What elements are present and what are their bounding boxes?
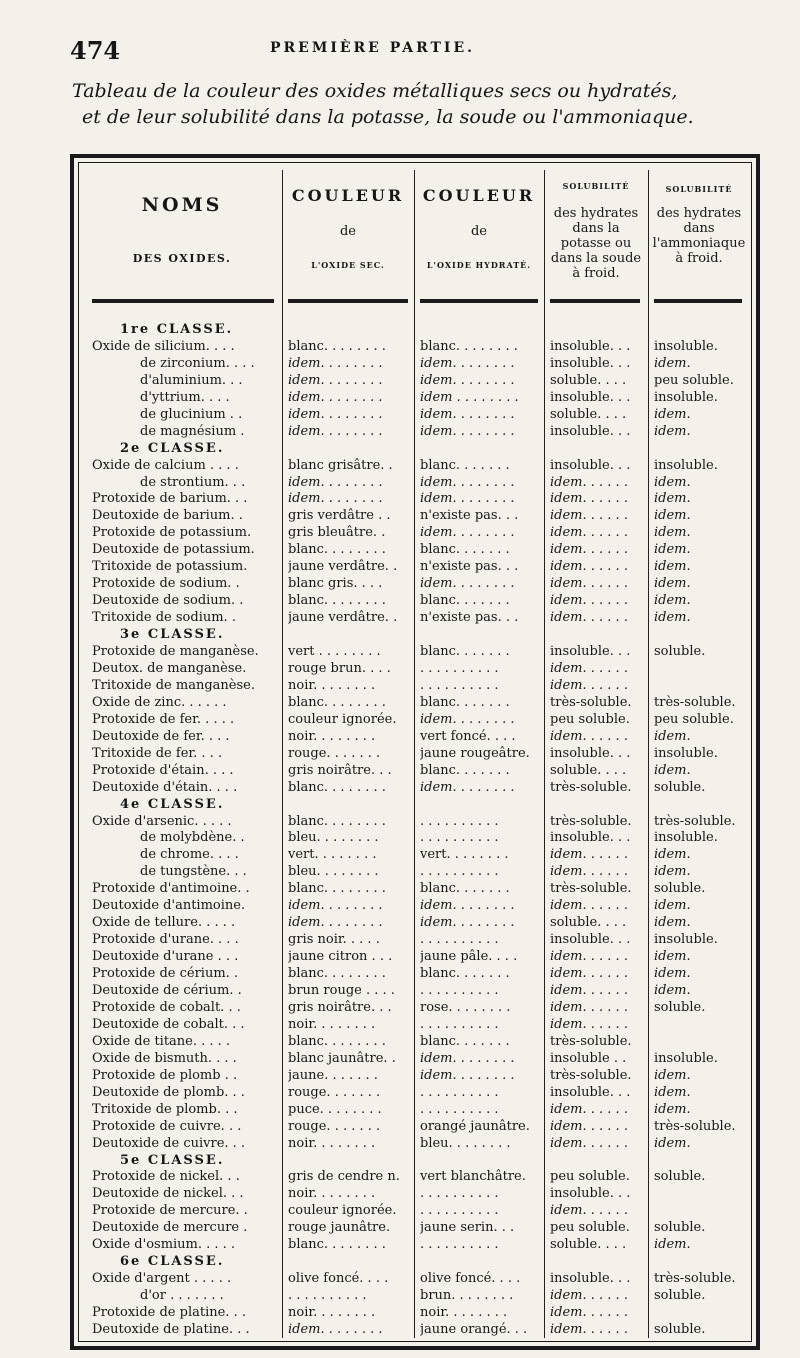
oxide-name: Protoxide de fer. . . . . [92,712,235,727]
oxide-name: Oxide d'argent . . . . . [92,1271,232,1286]
hydrated-color-cell: rose. . . . . . . . [420,1000,511,1015]
dry-color-cell: gris de cendre n. [288,1169,400,1184]
soda-solubility-cell: idem. . . . . . [550,966,628,981]
hydrated-color-cell: blanc. . . . . . . [420,1034,510,1049]
hydrated-color-cell: idem. . . . . . . . [420,475,515,490]
header-dry-top: COULEUR [291,186,405,205]
ammonia-solubility-cell: idem. [654,407,691,422]
soda-solubility-cell: idem. . . . . . [550,576,628,591]
oxide-name: Deutoxide de plomb. . . [92,1085,245,1100]
ammonia-solubility-cell: idem. [654,356,691,371]
column-divider [282,170,283,1338]
header-soda-top: SOLUBILITÉ [562,181,630,191]
soda-solubility-cell: très-soluble. [550,695,632,710]
hydrated-color-cell: vert. . . . . . . . [420,847,509,862]
ammonia-solubility-cell: idem. [654,525,691,540]
header-hydrated-bottom: L'OXIDE HYDRATÉ. [426,260,532,270]
soda-solubility-cell: idem. . . . . . [550,1322,628,1337]
oxide-name: Deutoxide de cobalt. . . [92,1017,245,1032]
oxide-name: de chrome. . . . [140,847,239,862]
dry-color-cell: blanc. . . . . . . . [288,542,386,557]
soda-solubility-cell: idem. . . . . . [550,1203,628,1218]
soda-solubility-cell: idem. . . . . . [550,508,628,523]
dry-color-cell: gris verdâtre . . [288,508,391,523]
ammonia-solubility-cell: idem. [654,763,691,778]
oxide-name: Deutox. de manganèse. [92,661,247,676]
dry-color-cell: puce. . . . . . . . [288,1102,382,1117]
soda-solubility-cell: insoluble . . [550,1051,627,1066]
soda-solubility-cell: idem. . . . . . [550,1000,628,1015]
soda-solubility-cell: idem. . . . . . [550,847,628,862]
hydrated-color-cell: vert blanchâtre. [420,1169,526,1184]
ammonia-solubility-cell: peu soluble. [654,373,734,388]
ammonia-solubility-cell: idem. [654,593,691,608]
hydrated-color-cell: blanc. . . . . . . [420,593,510,608]
hydrated-color-cell: blanc. . . . . . . [420,542,510,557]
oxide-name: de molybdène. . [140,830,245,845]
oxide-name: Deutoxide de platine. . . [92,1322,250,1337]
oxide-name: Oxide de tellure. . . . . [92,915,236,930]
dry-color-cell: bleu. . . . . . . . [288,864,379,879]
oxide-name: Protoxide de nickel. . . [92,1169,240,1184]
dry-color-cell: gris noirâtre. . . [288,1000,392,1015]
oxide-name: Deutoxide de cérium. . [92,983,242,998]
ammonia-solubility-cell: insoluble. [654,390,718,405]
dry-color-cell: blanc. . . . . . . . [288,780,386,795]
ammonia-solubility-cell: soluble. [654,780,706,795]
dry-color-cell: idem. . . . . . . . [288,424,383,439]
soda-solubility-cell: idem. . . . . . [550,678,628,693]
hydrated-color-cell: . . . . . . . . . . [420,661,499,676]
ammonia-solubility-cell: idem. [654,729,691,744]
dry-color-cell: idem. . . . . . . . [288,915,383,930]
header-rule [654,299,742,303]
hydrated-color-cell: olive foncé. . . . [420,1271,521,1286]
hydrated-color-cell: jaune serin. . . [420,1220,515,1235]
ammonia-solubility-cell: soluble. [654,1288,706,1303]
oxide-name: Deutoxide de sodium. . [92,593,244,608]
hydrated-color-cell: . . . . . . . . . . [420,932,499,947]
oxide-name: Protoxide d'antimoine. . [92,881,250,896]
oxide-name: Deutoxide de potassium. [92,542,255,557]
dry-color-cell: . . . . . . . . . . [288,1288,367,1303]
oxide-name: Deutoxide d'urane . . . [92,949,239,964]
column-divider [648,170,649,1338]
soda-solubility-cell: insoluble. . . [550,932,631,947]
soda-solubility-cell: peu soluble. [550,1169,630,1184]
oxide-name: de zirconium. . . . [140,356,255,371]
soda-solubility-cell: insoluble. . . [550,746,631,761]
ammonia-solubility-cell: soluble. [654,1322,706,1337]
soda-solubility-cell: idem. . . . . . [550,949,628,964]
ammonia-solubility-cell: soluble. [654,644,706,659]
oxide-name: Deutoxide de fer. . . . [92,729,230,744]
soda-solubility-cell: insoluble. . . [550,458,631,473]
soda-solubility-cell: insoluble. . . [550,1186,631,1201]
ammonia-solubility-cell: idem. [654,864,691,879]
class-heading: 2e CLASSE. [120,441,225,456]
soda-solubility-cell: insoluble. . . [550,1271,631,1286]
hydrated-color-cell: jaune orangé. . . [420,1322,528,1337]
ammonia-solubility-cell: insoluble. [654,1051,718,1066]
ammonia-solubility-cell: très-soluble. [654,1271,736,1286]
oxide-name: Protoxide de mercure. . [92,1203,248,1218]
ammonia-solubility-cell: insoluble. [654,932,718,947]
ammonia-solubility-cell: idem. [654,491,691,506]
hydrated-color-cell: idem. . . . . . . . [420,780,515,795]
oxide-name: Protoxide de plomb . . [92,1068,238,1083]
hydrated-color-cell: . . . . . . . . . . [420,1203,499,1218]
hydrated-color-cell: . . . . . . . . . . [420,830,499,845]
dry-color-cell: blanc. . . . . . . . [288,881,386,896]
soda-solubility-cell: idem. . . . . . [550,898,628,913]
dry-color-cell: idem. . . . . . . . [288,390,383,405]
ammonia-solubility-cell: très-soluble. [654,1119,736,1134]
hydrated-color-cell: idem. . . . . . . . [420,576,515,591]
soda-solubility-cell: idem. . . . . . [550,1136,628,1151]
ammonia-solubility-cell: idem. [654,847,691,862]
ammonia-solubility-cell: soluble. [654,1169,706,1184]
dry-color-cell: idem. . . . . . . . [288,356,383,371]
header-dry-bottom: L'OXIDE SEC. [311,260,385,270]
oxide-name: Protoxide d'urane. . . . [92,932,239,947]
hydrated-color-cell: jaune rougeâtre. [420,746,530,761]
dry-color-cell: jaune verdâtre. . [288,610,398,625]
dry-color-cell: blanc. . . . . . . . [288,966,386,981]
header-dry-mid: de [339,224,356,239]
dry-color-cell: blanc. . . . . . . . [288,695,386,710]
hydrated-color-cell: idem. . . . . . . . [420,407,515,422]
soda-solubility-cell: idem. . . . . . [550,610,628,625]
oxide-name: Protoxide de cérium. . [92,966,239,981]
dry-color-cell: idem. . . . . . . . [288,491,383,506]
hydrated-color-cell: idem. . . . . . . . [420,898,515,913]
oxide-name: Deutoxide de nickel. . . [92,1186,244,1201]
hydrated-color-cell: bleu. . . . . . . . [420,1136,511,1151]
oxide-name: Protoxide de cobalt. . . [92,1000,241,1015]
dry-color-cell: idem. . . . . . . . [288,898,383,913]
ammonia-solubility-cell: idem. [654,508,691,523]
header-soda-body: des hydrates dans la potasse ou dans la soude à froid. [550,206,642,281]
dry-color-cell: vert. . . . . . . . [288,847,377,862]
hydrated-color-cell: idem. . . . . . . . [420,424,515,439]
ammonia-solubility-cell: idem. [654,610,691,625]
table-title-line-2: et de leur solubilité dans la potasse, la soude ou l'ammoniaque. [82,106,694,128]
ammonia-solubility-cell: idem. [654,1237,691,1252]
ammonia-solubility-cell: insoluble. [654,339,718,354]
ammonia-solubility-cell: soluble. [654,1220,706,1235]
dry-color-cell: rouge. . . . . . . [288,1085,381,1100]
hydrated-color-cell: blanc. . . . . . . . [420,339,518,354]
header-rule [92,299,274,303]
hydrated-color-cell: . . . . . . . . . . [420,983,499,998]
hydrated-color-cell: n'existe pas. . . [420,508,519,523]
oxide-name: Protoxide de barium. . . [92,491,248,506]
ammonia-solubility-cell: idem. [654,898,691,913]
table-title-line-1: Tableau de la couleur des oxides métalliques secs ou hydratés, [72,80,678,102]
dry-color-cell: blanc. . . . . . . . [288,339,386,354]
hydrated-color-cell: idem. . . . . . . . [420,712,515,727]
header-names-top: NOMS [141,194,223,216]
oxide-name: Tritoxide de potassium. [92,559,248,574]
ammonia-solubility-cell: idem. [654,542,691,557]
soda-solubility-cell: soluble. . . . [550,763,627,778]
hydrated-color-cell: . . . . . . . . . . [420,1102,499,1117]
oxide-name: d'aluminium. . . [140,373,243,388]
soda-solubility-cell: insoluble. . . [550,830,631,845]
dry-color-cell: noir. . . . . . . . [288,678,376,693]
soda-solubility-cell: idem. . . . . . [550,542,628,557]
ammonia-solubility-cell: soluble. [654,1000,706,1015]
dry-color-cell: rouge. . . . . . . [288,1119,381,1134]
hydrated-color-cell: idem. . . . . . . . [420,915,515,930]
hydrated-color-cell: jaune pâle. . . . [420,949,518,964]
oxide-name: Tritoxide de fer. . . . [92,746,223,761]
dry-color-cell: idem. . . . . . . . [288,475,383,490]
ammonia-solubility-cell: idem. [654,1102,691,1117]
header-hydrated-mid: de [470,224,487,239]
page-number: 474 [70,36,121,65]
soda-solubility-cell: idem. . . . . . [550,1288,628,1303]
dry-color-cell: jaune. . . . . . . [288,1068,378,1083]
header-rule [420,299,538,303]
dry-color-cell: couleur ignorée. [288,712,397,727]
oxide-name: d'yttrium. . . . [140,390,230,405]
ammonia-solubility-cell: idem. [654,424,691,439]
soda-solubility-cell: idem. . . . . . [550,661,628,676]
dry-color-cell: noir. . . . . . . . [288,1136,376,1151]
hydrated-color-cell: . . . . . . . . . . [420,1237,499,1252]
ammonia-solubility-cell: idem. [654,966,691,981]
running-title: PREMIÈRE PARTIE. [270,40,476,56]
header-names-bottom: DES OXIDES. [132,252,232,265]
header-ammonia-body: des hydrates dans l'ammoniaque à froid. [652,206,746,266]
header-rule [288,299,408,303]
ammonia-solubility-cell: peu soluble. [654,712,734,727]
ammonia-solubility-cell: idem. [654,949,691,964]
ammonia-solubility-cell: insoluble. [654,830,718,845]
soda-solubility-cell: idem. . . . . . [550,1119,628,1134]
oxide-name: Protoxide de potassium. [92,525,252,540]
dry-color-cell: vert . . . . . . . . [288,644,381,659]
hydrated-color-cell: idem. . . . . . . . [420,373,515,388]
soda-solubility-cell: insoluble. . . [550,356,631,371]
hydrated-color-cell: . . . . . . . . . . [420,1017,499,1032]
hydrated-color-cell: brun. . . . . . . . [420,1288,514,1303]
soda-solubility-cell: soluble. . . . [550,373,627,388]
header-rule [550,299,640,303]
oxide-name: de glucinium . . [140,407,243,422]
hydrated-color-cell: idem. . . . . . . . [420,1051,515,1066]
class-heading: 4e CLASSE. [120,797,225,812]
oxide-name: de tungstène. . . [140,864,247,879]
oxide-name: Oxide de silicium. . . . [92,339,235,354]
soda-solubility-cell: peu soluble. [550,1220,630,1235]
soda-solubility-cell: très-soluble. [550,1068,632,1083]
hydrated-color-cell: . . . . . . . . . . [420,814,499,829]
dry-color-cell: gris noirâtre. . . [288,763,392,778]
hydrated-color-cell: blanc. . . . . . . [420,966,510,981]
soda-solubility-cell: insoluble. . . [550,424,631,439]
oxide-name: Tritoxide de sodium. . [92,610,236,625]
dry-color-cell: jaune verdâtre. . [288,559,398,574]
hydrated-color-cell: blanc. . . . . . . [420,695,510,710]
ammonia-solubility-cell: idem. [654,1068,691,1083]
dry-color-cell: noir. . . . . . . . [288,1186,376,1201]
hydrated-color-cell: blanc. . . . . . . [420,763,510,778]
hydrated-color-cell: . . . . . . . . . . [420,864,499,879]
oxide-name: de strontium. . . [140,475,246,490]
soda-solubility-cell: soluble. . . . [550,915,627,930]
hydrated-color-cell: . . . . . . . . . . [420,1186,499,1201]
ammonia-solubility-cell: idem. [654,1085,691,1100]
dry-color-cell: noir. . . . . . . . [288,729,376,744]
soda-solubility-cell: idem. . . . . . [550,525,628,540]
dry-color-cell: blanc. . . . . . . . [288,814,386,829]
dry-color-cell: blanc. . . . . . . . [288,1034,386,1049]
ammonia-solubility-cell: idem. [654,983,691,998]
class-heading: 6e CLASSE. [120,1254,225,1269]
soda-solubility-cell: idem. . . . . . [550,559,628,574]
hydrated-color-cell: blanc. . . . . . . [420,881,510,896]
hydrated-color-cell: idem. . . . . . . . [420,356,515,371]
class-heading: 5e CLASSE. [120,1153,225,1168]
oxide-name: Deutoxide de cuivre. . . [92,1136,246,1151]
soda-solubility-cell: insoluble. . . [550,339,631,354]
soda-solubility-cell: très-soluble. [550,881,632,896]
soda-solubility-cell: idem. . . . . . [550,593,628,608]
ammonia-solubility-cell: soluble. [654,881,706,896]
hydrated-color-cell: idem. . . . . . . . [420,525,515,540]
dry-color-cell: blanc. . . . . . . . [288,593,386,608]
dry-color-cell: idem. . . . . . . . [288,1322,383,1337]
soda-solubility-cell: très-soluble. [550,780,632,795]
dry-color-cell: rouge brun. . . . [288,661,391,676]
oxide-name: de magnésium . [140,424,245,439]
oxide-name: Deutoxide d'étain. . . . [92,780,238,795]
soda-solubility-cell: soluble. . . . [550,1237,627,1252]
dry-color-cell: brun rouge . . . . [288,983,395,998]
dry-color-cell: idem. . . . . . . . [288,373,383,388]
soda-solubility-cell: idem. . . . . . [550,864,628,879]
soda-solubility-cell: idem. . . . . . [550,1102,628,1117]
oxide-name: Protoxide d'étain. . . . [92,763,234,778]
ammonia-solubility-cell: idem. [654,576,691,591]
dry-color-cell: gris bleuâtre. . [288,525,386,540]
soda-solubility-cell: insoluble. . . [550,1085,631,1100]
soda-solubility-cell: insoluble. . . [550,390,631,405]
soda-solubility-cell: idem. . . . . . [550,983,628,998]
dry-color-cell: noir. . . . . . . . [288,1305,376,1320]
dry-color-cell: bleu. . . . . . . . [288,830,379,845]
hydrated-color-cell: idem. . . . . . . . [420,491,515,506]
oxide-name: Protoxide de manganèse. [92,644,259,659]
oxide-name: Oxide de calcium . . . . [92,458,239,473]
ammonia-solubility-cell: idem. [654,915,691,930]
ammonia-solubility-cell: insoluble. [654,458,718,473]
hydrated-color-cell: orangé jaunâtre. [420,1119,530,1134]
oxide-name: d'or . . . . . . . [140,1288,224,1303]
hydrated-color-cell: vert foncé. . . . [420,729,516,744]
ammonia-solubility-cell: insoluble. [654,746,718,761]
oxide-name: Protoxide de sodium. . [92,576,240,591]
hydrated-color-cell: idem . . . . . . . . [420,390,519,405]
ammonia-solubility-cell: idem. [654,559,691,574]
oxide-name: Tritoxide de plomb. . . [92,1102,238,1117]
hydrated-color-cell: . . . . . . . . . . [420,678,499,693]
oxide-name: Oxide de titane. . . . . [92,1034,231,1049]
column-divider [414,170,415,1338]
dry-color-cell: jaune citron . . . [288,949,393,964]
oxide-name: Deutoxide de mercure . [92,1220,248,1235]
column-divider [544,170,545,1338]
dry-color-cell: rouge jaunâtre. [288,1220,391,1235]
dry-color-cell: couleur ignorée. [288,1203,397,1218]
soda-solubility-cell: idem. . . . . . [550,491,628,506]
soda-solubility-cell: très-soluble. [550,1034,632,1049]
dry-color-cell: blanc gris. . . . [288,576,383,591]
oxide-name: Oxide de bismuth. . . . [92,1051,237,1066]
dry-color-cell: noir. . . . . . . . [288,1017,376,1032]
ammonia-solubility-cell: très-soluble. [654,814,736,829]
dry-color-cell: blanc grisâtre. . [288,458,393,473]
hydrated-color-cell: blanc. . . . . . . [420,644,510,659]
header-hydrated-top: COULEUR [422,186,536,205]
header-ammonia-top: SOLUBILITÉ [665,184,733,194]
hydrated-color-cell: . . . . . . . . . . [420,1085,499,1100]
soda-solubility-cell: insoluble. . . [550,644,631,659]
oxide-name: Oxide de zinc. . . . . . [92,695,227,710]
dry-color-cell: idem. . . . . . . . [288,407,383,422]
hydrated-color-cell: n'existe pas. . . [420,610,519,625]
soda-solubility-cell: peu soluble. [550,712,630,727]
oxide-name: Protoxide de platine. . . [92,1305,246,1320]
oxide-name: Deutoxide d'antimoine. [92,898,246,913]
dry-color-cell: rouge. . . . . . . [288,746,381,761]
soda-solubility-cell: idem. . . . . . [550,729,628,744]
soda-solubility-cell: soluble. . . . [550,407,627,422]
oxide-name: Protoxide de cuivre. . . [92,1119,242,1134]
class-heading: 1re CLASSE. [120,322,234,337]
soda-solubility-cell: idem. . . . . . [550,475,628,490]
oxide-name: Deutoxide de barium. . [92,508,243,523]
oxide-name: Tritoxide de manganèse. [92,678,255,693]
hydrated-color-cell: n'existe pas. . . [420,559,519,574]
hydrated-color-cell: blanc. . . . . . . [420,458,510,473]
dry-color-cell: blanc. . . . . . . . [288,1237,386,1252]
dry-color-cell: olive foncé. . . . [288,1271,389,1286]
dry-color-cell: blanc jaunâtre. . [288,1051,396,1066]
class-heading: 3e CLASSE. [120,627,225,642]
ammonia-solubility-cell: très-soluble. [654,695,736,710]
soda-solubility-cell: idem. . . . . . [550,1017,628,1032]
oxide-name: Oxide d'osmium. . . . . [92,1237,236,1252]
ammonia-solubility-cell: idem. [654,475,691,490]
hydrated-color-cell: idem. . . . . . . . [420,1068,515,1083]
dry-color-cell: gris noir. . . . . [288,932,380,947]
ammonia-solubility-cell: idem. [654,1136,691,1151]
hydrated-color-cell: noir. . . . . . . . [420,1305,508,1320]
oxide-name: Oxide d'arsenic. . . . . [92,814,232,829]
soda-solubility-cell: très-soluble. [550,814,632,829]
soda-solubility-cell: idem. . . . . . [550,1305,628,1320]
